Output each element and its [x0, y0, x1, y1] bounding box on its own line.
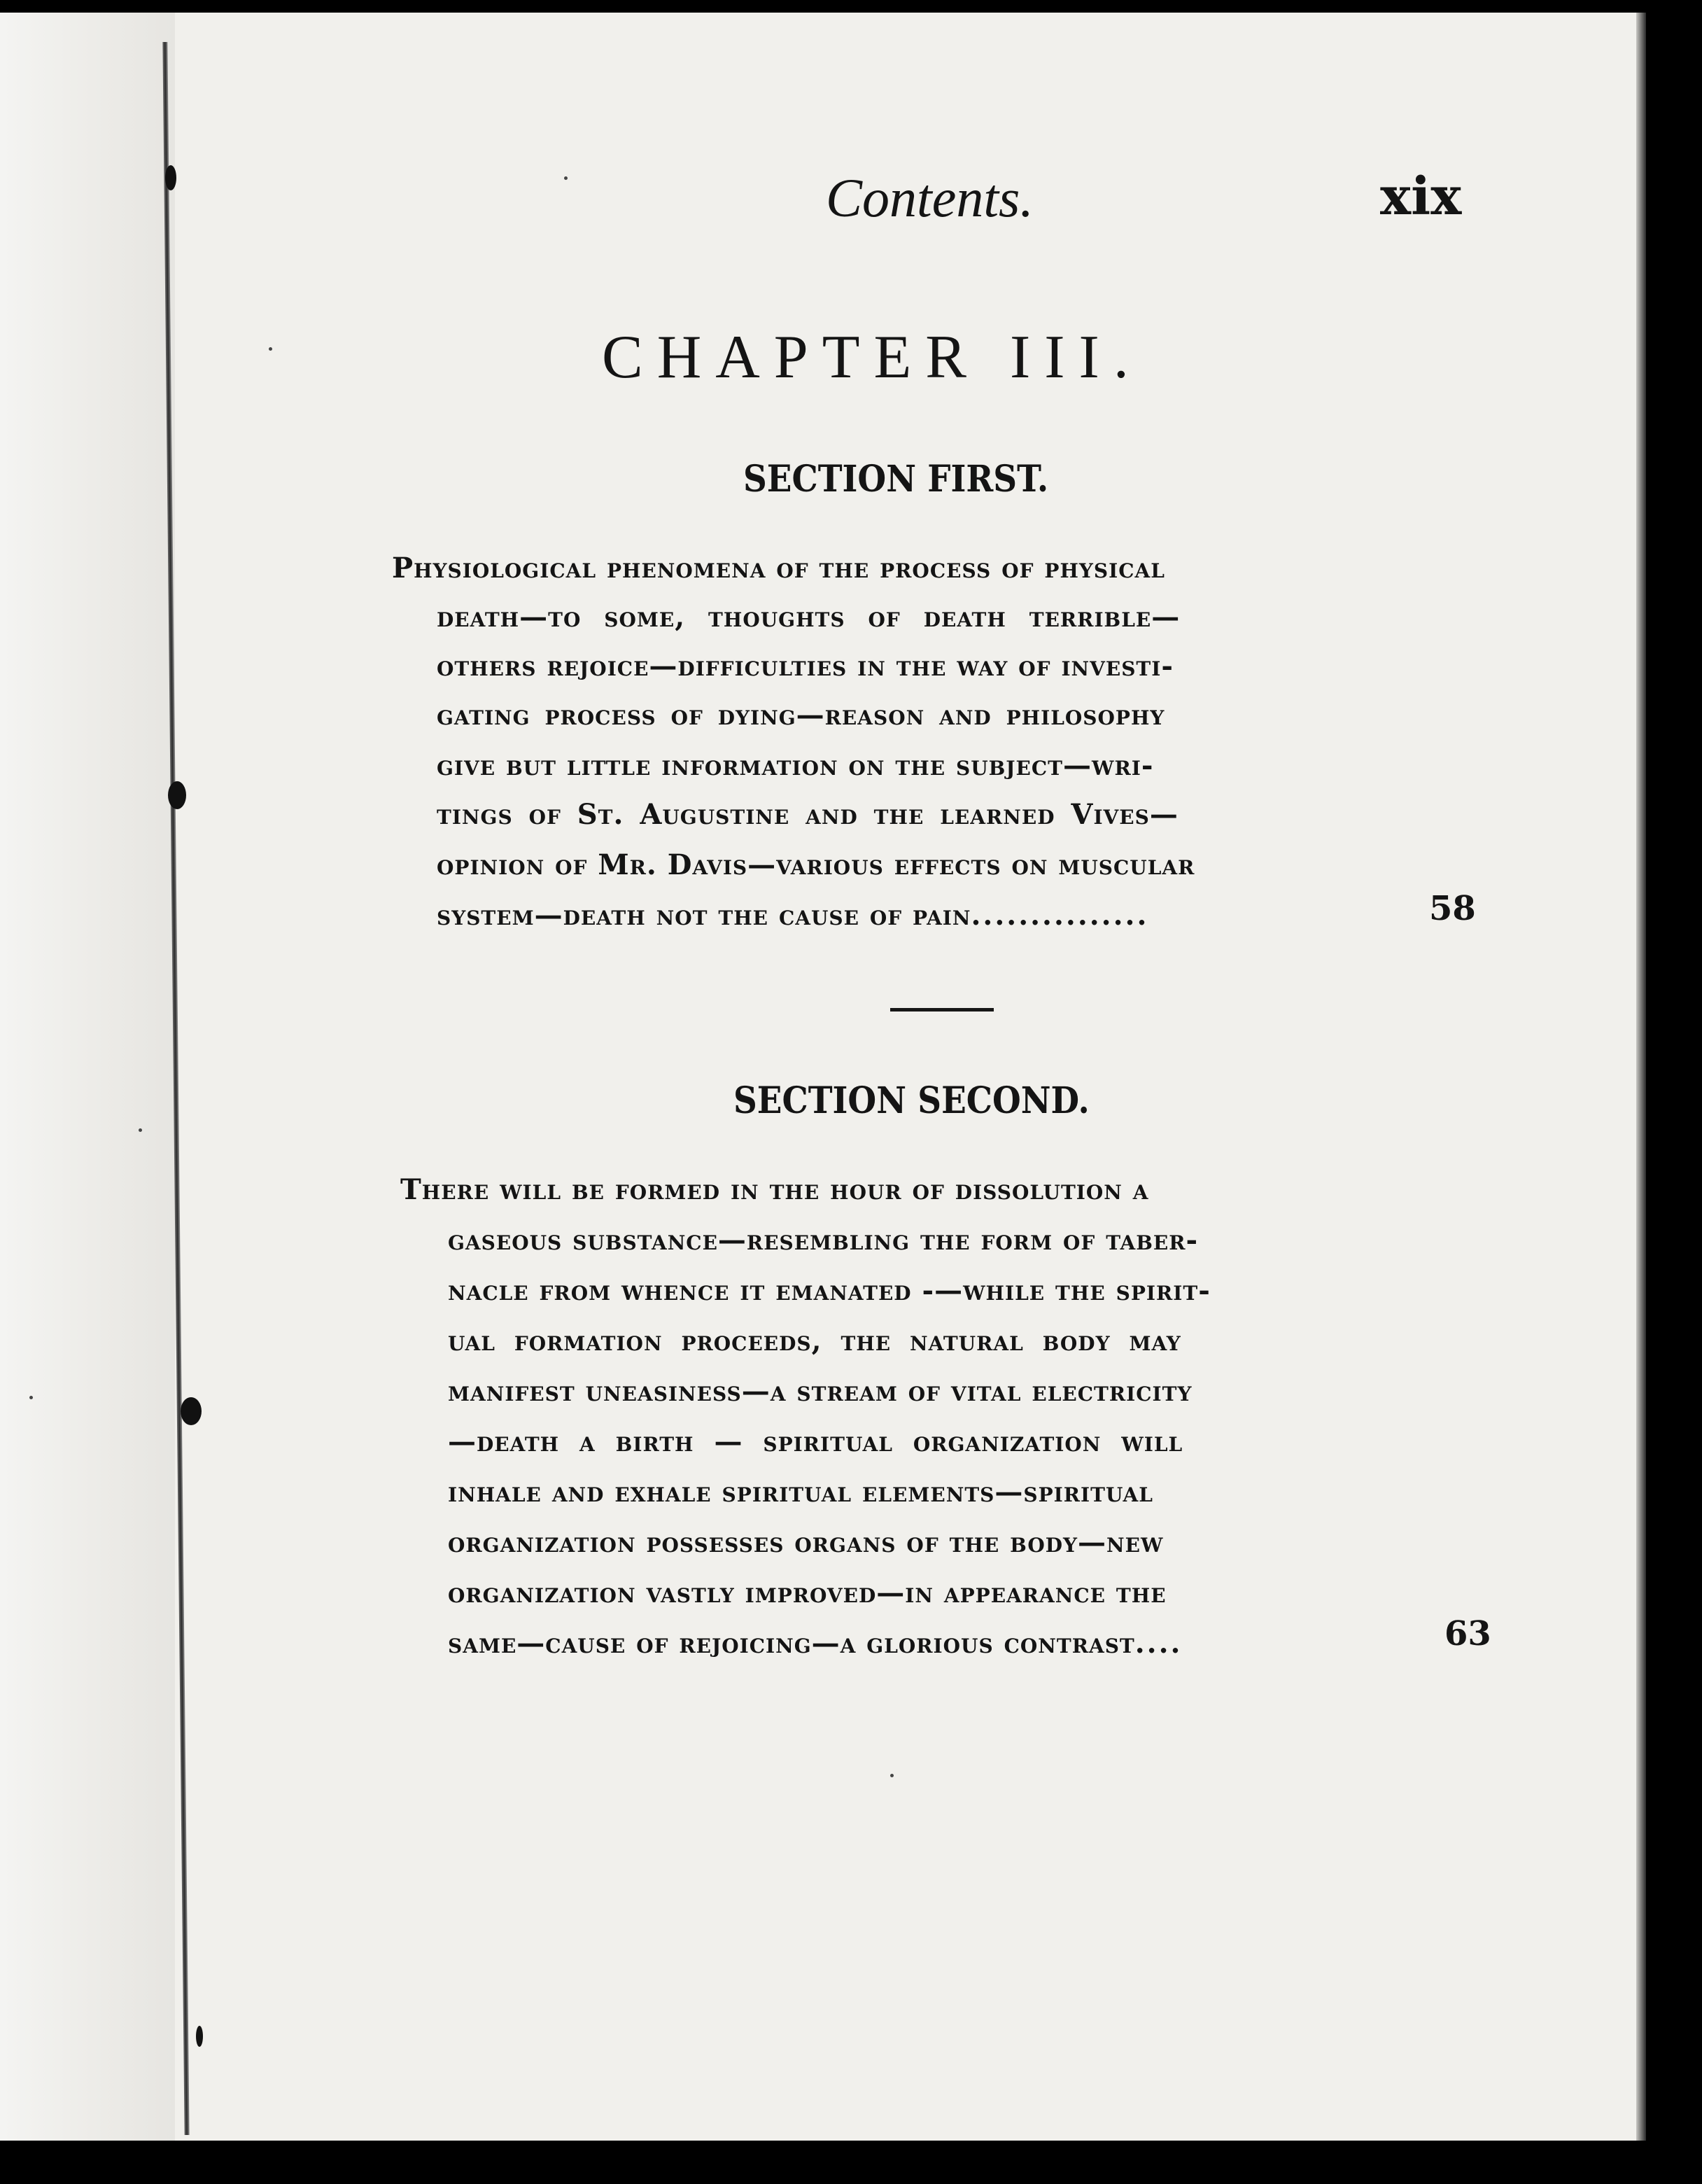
entry-text: same—cause of rejoicing—a glorious contrast	[448, 1627, 1135, 1660]
entry-line: —death a birth — spiritual organization will	[448, 1425, 1183, 1458]
facing-page-edge	[0, 13, 175, 2141]
paper-speck	[890, 1774, 894, 1777]
entry-line	[437, 899, 1148, 932]
paper-speck	[564, 176, 568, 180]
entry-line: ual formation proceeds, the natural body may	[448, 1324, 1181, 1357]
entry-line	[448, 1627, 1182, 1660]
entry-page-number: 63	[1444, 1614, 1491, 1653]
entry-line: gating process of dying—reason and philosophy	[437, 699, 1165, 732]
entry-line: death—to some, thoughts of death terrible—	[437, 601, 1181, 634]
section-heading: SECTION SECOND.	[733, 1079, 1090, 1122]
entry-text: system—death not the cause of pain	[437, 899, 971, 932]
running-title: Contents.	[826, 167, 1034, 228]
paper-speck	[269, 347, 272, 351]
entry-line: tings of St. Augustine and the learned Vives—	[437, 798, 1179, 831]
entry-line: nacle from whence it emanated -—while the spirit-	[448, 1274, 1211, 1307]
binding-thread-mark	[181, 1397, 202, 1425]
entry-line: organization vastly improved—in appearance the	[448, 1576, 1167, 1609]
section-heading: SECTION FIRST.	[743, 458, 1049, 500]
entry-line: organization possesses organs of the body—new	[448, 1526, 1164, 1559]
entry-line: give but little information on the subject—wri-	[437, 749, 1154, 782]
entry-page-number: 58	[1429, 889, 1476, 928]
dot-leader: ...............	[971, 899, 1149, 932]
entry-line: gaseous substance—resembling the form of taber-	[448, 1224, 1199, 1256]
entry-line: Physiological phenomena of the process of physical	[392, 552, 1165, 584]
page-number: xix	[1380, 167, 1462, 227]
entry-line: opinion of Mr. Davis—various effects on muscular	[437, 848, 1195, 881]
entry-line: others rejoice—difficulties in the way of investi-	[437, 650, 1174, 682]
dot-leader: ....	[1134, 1627, 1183, 1660]
binding-thread-mark	[196, 2026, 203, 2047]
paper-speck	[29, 1396, 33, 1399]
paper-speck	[139, 1128, 142, 1132]
binding-thread-mark	[168, 781, 186, 809]
section-divider	[890, 1008, 994, 1011]
chapter-heading: CHAPTER III.	[602, 323, 1143, 391]
entry-line: manifest uneasiness—a stream of vital electricity	[448, 1375, 1193, 1408]
entry-line: There will be formed in the hour of dissolution a	[400, 1173, 1149, 1206]
binding-thread-mark	[165, 165, 176, 190]
page-edge-shadow	[1636, 13, 1646, 2141]
entry-line: inhale and exhale spiritual elements—spiritual	[448, 1476, 1153, 1508]
